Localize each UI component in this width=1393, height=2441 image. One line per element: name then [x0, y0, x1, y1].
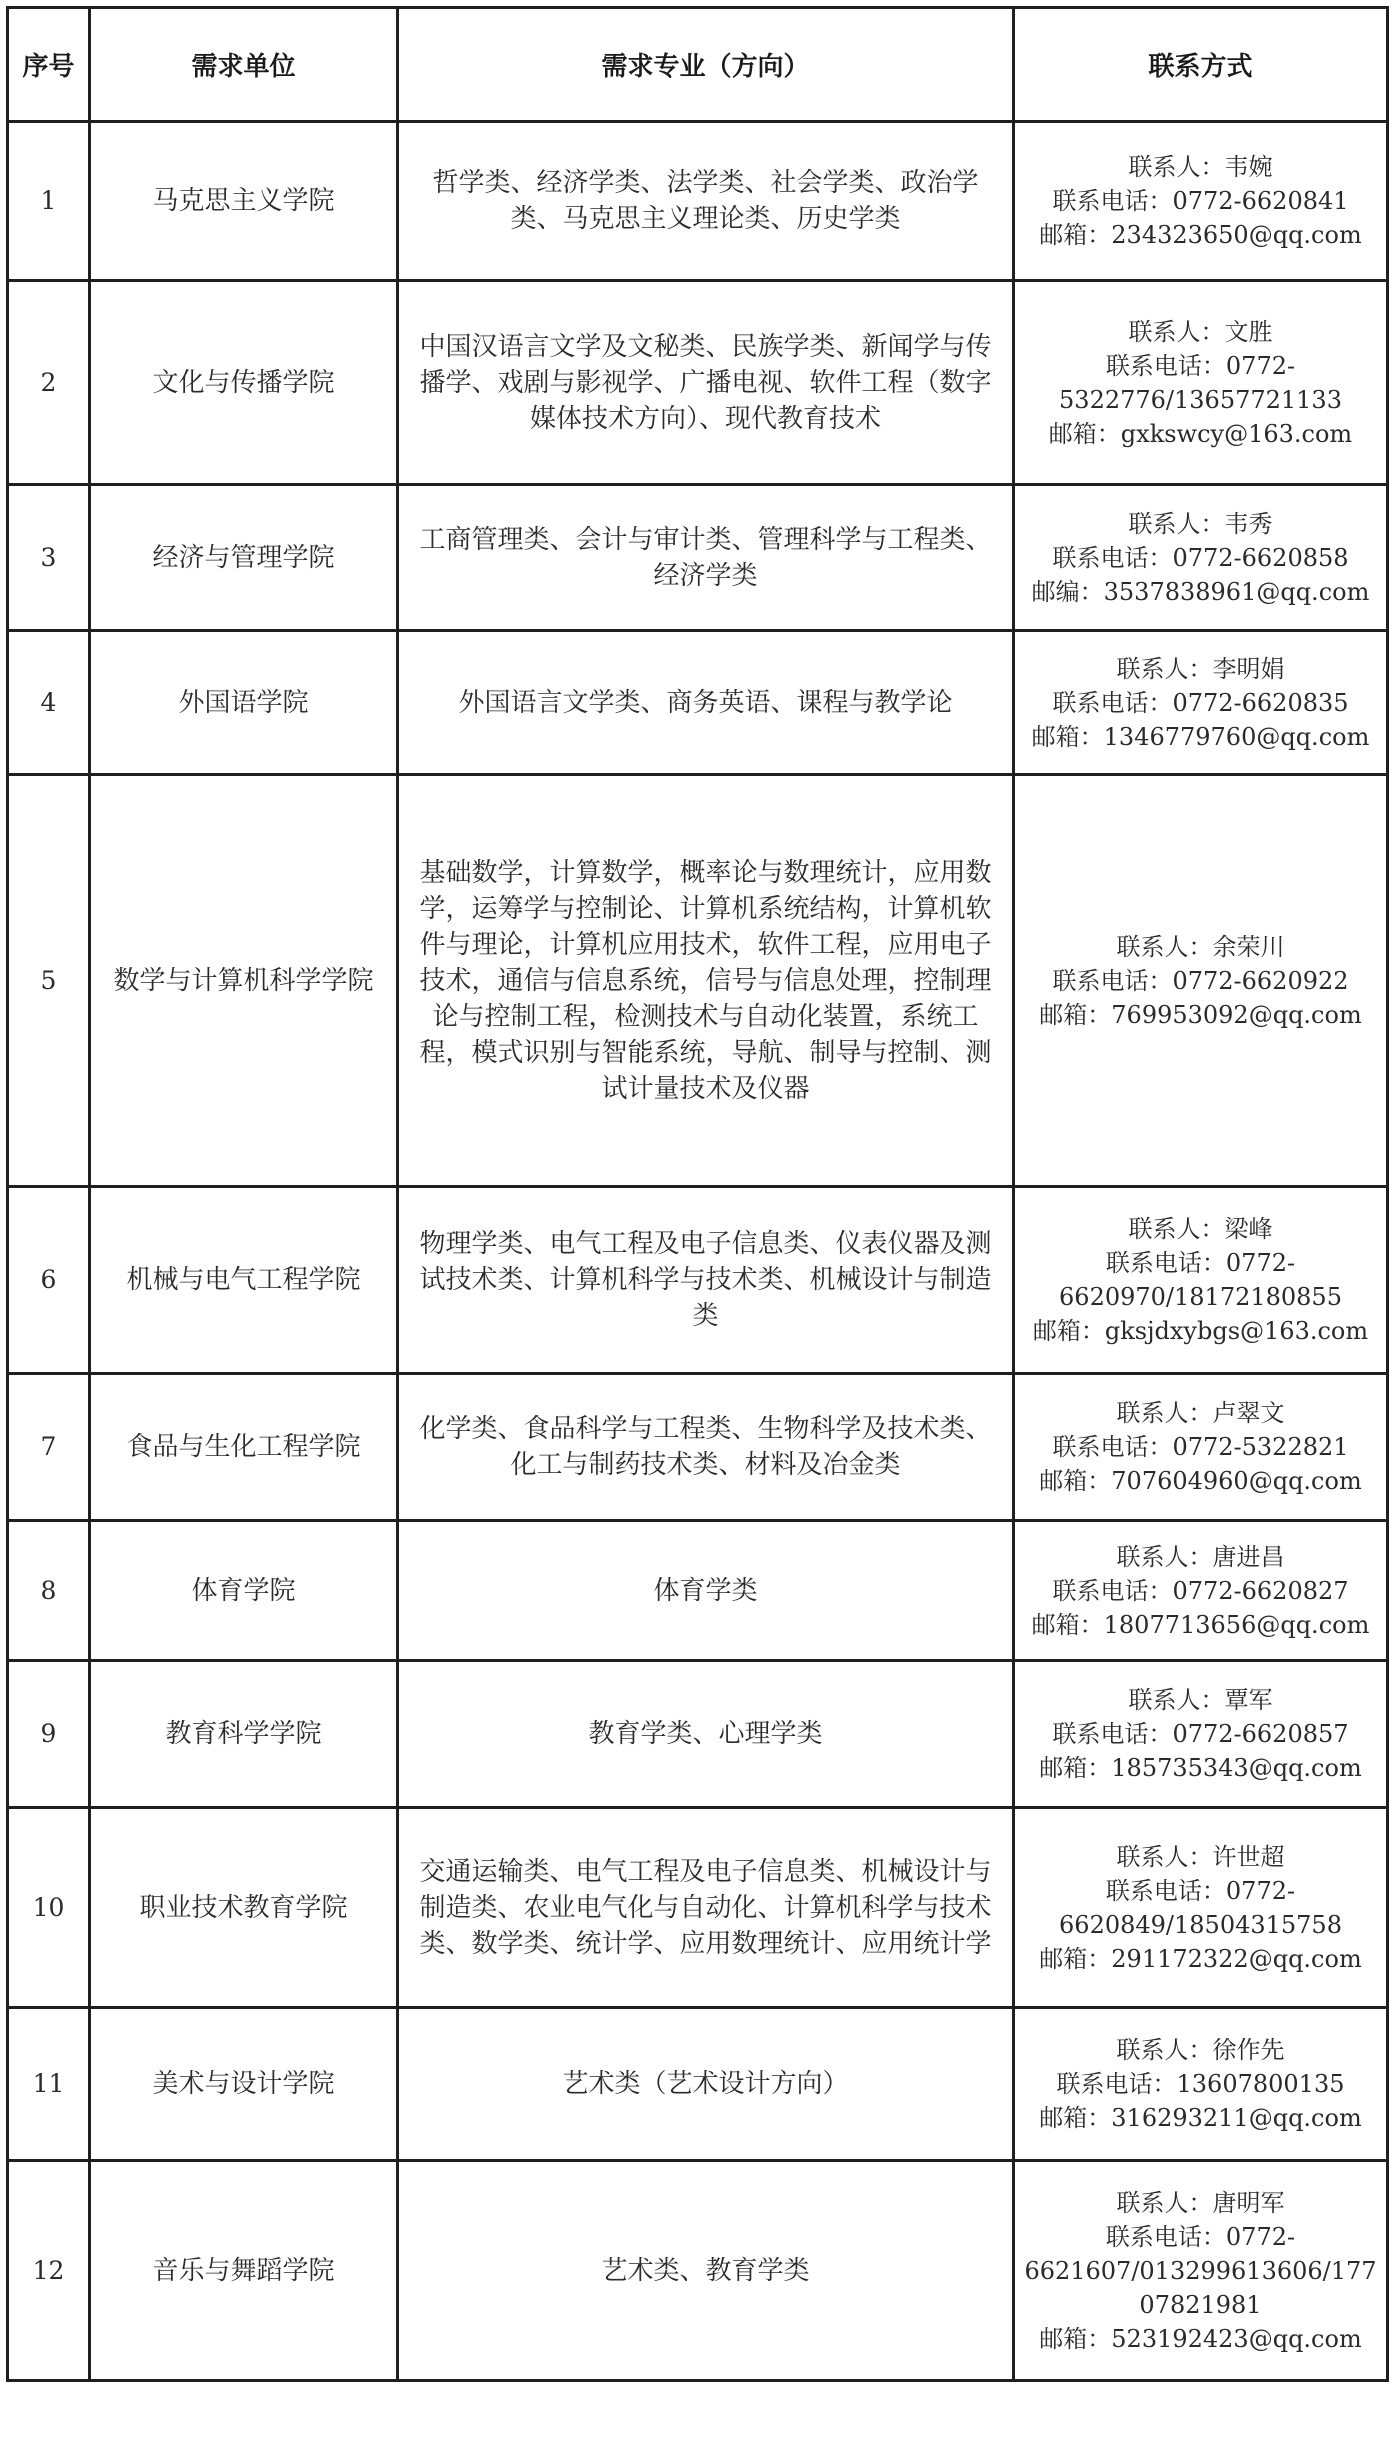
- contact-line: 邮箱：234323650@qq.com: [1039, 221, 1362, 249]
- row-unit: 音乐与舞蹈学院: [90, 2161, 398, 2381]
- header-contact: 联系方式: [1014, 8, 1388, 122]
- table-row: [8, 1521, 1388, 1661]
- row-index: 8: [8, 1521, 90, 1661]
- row-unit: 职业技术教育学院: [90, 1808, 398, 2008]
- contact-line: 邮箱：769953092@qq.com: [1039, 1000, 1362, 1029]
- table-body: [8, 122, 1388, 2381]
- table-row: [8, 1374, 1388, 1521]
- table-row: [8, 485, 1388, 631]
- row-index: 4: [8, 631, 90, 775]
- contact-line: 联系电话：0772-: [1105, 351, 1296, 380]
- contact-line: 邮箱：gxkswcy@163.com: [1048, 419, 1353, 448]
- contact-line: 联系电话：0772-6620835: [1052, 688, 1349, 717]
- row-index: 1: [8, 122, 90, 281]
- row-contact: [1014, 1374, 1388, 1521]
- row-major: 基础数学，计算数学，概率论与数理统计，应用数学，运筹学与控制论、计算机系统结构，计算机软件与理论，计算机应用技术，软件工程，应用电子技术，通信与信息系统，信号与信息处理，控制理论与控制工程，检测技术与自动化装置，系统工程，模式识别与智能系统，导航、制导与控制、测试计量技术及仪器: [398, 775, 1014, 1187]
- contact-line: 邮箱：291172322@qq.com: [1039, 1944, 1362, 1973]
- contact-line: 联系电话：0772-6620827: [1052, 1576, 1349, 1605]
- row-contact: [1014, 122, 1388, 281]
- contact-line: 联系电话：13607800135: [1056, 2070, 1345, 2098]
- row-contact: [1014, 1661, 1388, 1808]
- row-contact: [1014, 631, 1388, 775]
- row-index: 3: [8, 485, 90, 631]
- row-contact: [1014, 1521, 1388, 1661]
- row-major: 交通运输类、电气工程及电子信息类、机械设计与制造类、农业电气化与自动化、计算机科学与技术类、数学类、统计学、应用数理统计、应用统计学: [398, 1808, 1014, 2008]
- contact-line: 07821981: [1139, 2290, 1262, 2319]
- row-contact: [1014, 1187, 1388, 1374]
- row-index: 5: [8, 775, 90, 1187]
- contact-line: 5322776/13657721133: [1059, 385, 1342, 414]
- contact-line: 邮编：3537838961@qq.com: [1031, 577, 1370, 606]
- contact-line: 联系电话：0772-6620922: [1052, 966, 1349, 995]
- contact-line: 联系人：韦秀: [1128, 509, 1273, 538]
- table-row: [8, 631, 1388, 775]
- row-major: 工商管理类、会计与审计类、管理科学与工程类、经济学类: [398, 485, 1014, 631]
- table-row: [8, 2161, 1388, 2381]
- row-major: 哲学类、经济学类、法学类、社会学类、政治学类、马克思主义理论类、历史学类: [398, 122, 1014, 281]
- contact-line: 6621607/013299613606/177: [1024, 2256, 1377, 2285]
- row-unit: 外国语学院: [90, 631, 398, 775]
- row-contact: [1014, 1808, 1388, 2008]
- row-contact: [1014, 281, 1388, 485]
- row-major: 艺术类、教育学类: [398, 2161, 1014, 2381]
- contact-line: 邮箱：1807713656@qq.com: [1031, 1610, 1370, 1639]
- row-contact: [1014, 2008, 1388, 2161]
- contact-line: 邮箱：523192423@qq.com: [1039, 2324, 1362, 2353]
- row-unit: 数学与计算机科学学院: [90, 775, 398, 1187]
- contact-line: 联系电话：0772-: [1105, 2222, 1296, 2251]
- row-unit: 马克思主义学院: [90, 122, 398, 281]
- contact-line: 联系电话：0772-: [1105, 1249, 1296, 1277]
- header-major: 需求专业（方向）: [398, 8, 1014, 122]
- contact-line: 联系人：唐进昌: [1116, 1542, 1285, 1571]
- table-row: [8, 775, 1388, 1187]
- row-unit: 教育科学学院: [90, 1661, 398, 1808]
- row-index: 12: [8, 2161, 90, 2381]
- table-row: [8, 1661, 1388, 1808]
- row-unit: 文化与传播学院: [90, 281, 398, 485]
- row-contact: [1014, 775, 1388, 1187]
- table-row: [8, 281, 1388, 485]
- row-index: 10: [8, 1808, 90, 2008]
- contact-line: 邮箱：gksjdxybgs@163.com: [1032, 1317, 1369, 1345]
- header-unit: 需求单位: [90, 8, 398, 122]
- row-major: 物理学类、电气工程及电子信息类、仪表仪器及测试技术类、计算机科学与技术类、机械设计与制造类: [398, 1187, 1014, 1374]
- contact-line: 邮箱：185735343@qq.com: [1039, 1754, 1362, 1782]
- contact-line: 联系人：李明娟: [1116, 654, 1285, 683]
- contact-line: 邮箱：1346779760@qq.com: [1031, 722, 1370, 751]
- contact-line: 联系电话：0772-5322821: [1052, 1433, 1349, 1461]
- row-index: 2: [8, 281, 90, 485]
- row-major: 艺术类（艺术设计方向）: [398, 2008, 1014, 2161]
- contact-line: 联系人：卢翠文: [1116, 1399, 1285, 1427]
- row-unit: 食品与生化工程学院: [90, 1374, 398, 1521]
- row-index: 9: [8, 1661, 90, 1808]
- contact-line: 联系人：徐作先: [1116, 2036, 1285, 2064]
- contact-line: 联系人：许世超: [1116, 1842, 1285, 1871]
- row-index: 7: [8, 1374, 90, 1521]
- row-unit: 美术与设计学院: [90, 2008, 398, 2161]
- contact-line: 6620970/18172180855: [1059, 1283, 1342, 1311]
- header-index: 序号: [8, 8, 90, 122]
- contact-line: 联系电话：0772-6620841: [1052, 187, 1349, 215]
- row-contact: [1014, 2161, 1388, 2381]
- contact-line: 6620849/18504315758: [1059, 1910, 1342, 1939]
- contact-line: 联系电话：0772-6620857: [1052, 1720, 1349, 1748]
- table-row: [8, 2008, 1388, 2161]
- row-major: 教育学类、心理学类: [398, 1661, 1014, 1808]
- contact-line: 联系人：韦婉: [1128, 153, 1273, 181]
- row-index: 11: [8, 2008, 90, 2161]
- table-row: [8, 1187, 1388, 1374]
- contact-line: 联系人：唐明军: [1116, 2188, 1285, 2217]
- demand-table: [6, 6, 1389, 2382]
- row-major: 体育学类: [398, 1521, 1014, 1661]
- row-unit: 体育学院: [90, 1521, 398, 1661]
- row-index: 6: [8, 1187, 90, 1374]
- row-major: 外国语言文学类、商务英语、课程与教学论: [398, 631, 1014, 775]
- contact-line: 邮箱：707604960@qq.com: [1039, 1467, 1362, 1495]
- contact-line: 联系人：覃军: [1128, 1686, 1273, 1714]
- table-row: [8, 1808, 1388, 2008]
- contact-line: 联系电话：0772-6620858: [1052, 543, 1349, 572]
- row-unit: 机械与电气工程学院: [90, 1187, 398, 1374]
- contact-line: 邮箱：316293211@qq.com: [1039, 2104, 1362, 2132]
- row-unit: 经济与管理学院: [90, 485, 398, 631]
- contact-line: 联系人：梁峰: [1128, 1215, 1273, 1243]
- header-row: [8, 8, 1388, 122]
- row-major: 化学类、食品科学与工程类、生物科学及技术类、化工与制药技术类、材料及冶金类: [398, 1374, 1014, 1521]
- row-contact: [1014, 485, 1388, 631]
- row-major: 中国汉语言文学及文秘类、民族学类、新闻学与传播学、戏剧与影视学、广播电视、软件工程（数字媒体技术方向）、现代教育技术: [398, 281, 1014, 485]
- contact-line: 联系人：余荣川: [1116, 932, 1285, 961]
- table-row: [8, 122, 1388, 281]
- contact-line: 联系电话：0772-: [1105, 1876, 1296, 1905]
- contact-line: 联系人：文胜: [1128, 317, 1273, 346]
